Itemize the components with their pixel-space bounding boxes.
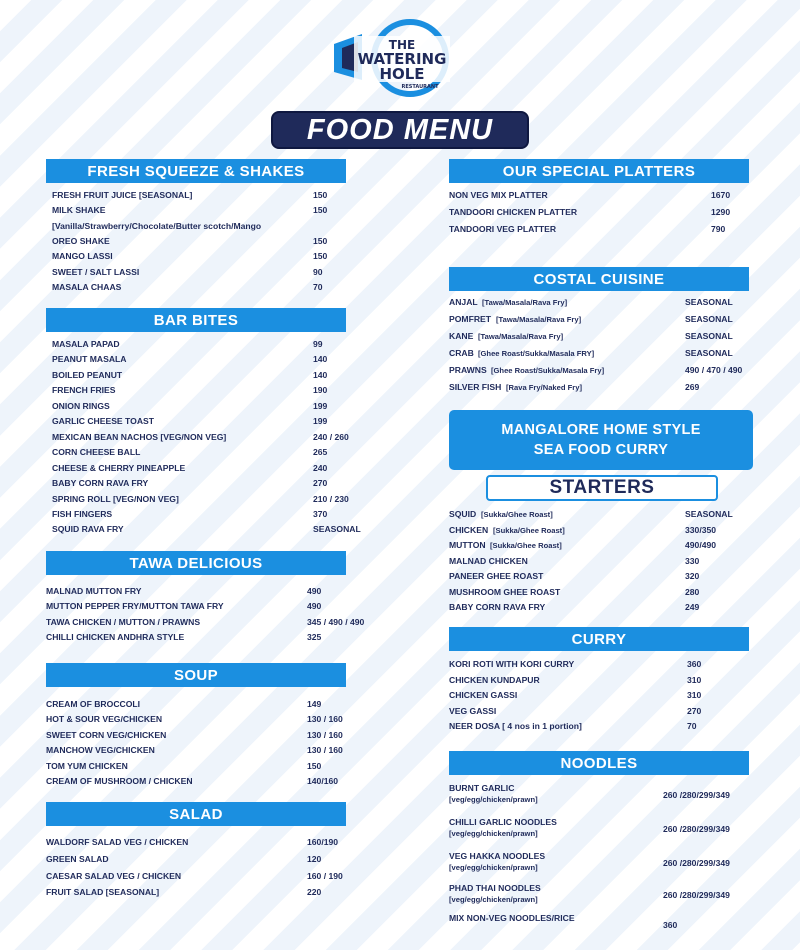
menu-item-price: 360: [687, 659, 702, 669]
menu-item: [449, 297, 749, 309]
menu-item-name: PEANUT MASALA: [52, 354, 127, 365]
menu-item-price: 1290: [711, 207, 731, 217]
page-title: FOOD MENU: [271, 111, 529, 149]
menu-item-price: 260 /280/299/349: [663, 824, 730, 834]
menu-item: [46, 854, 346, 866]
menu-item-name: CORN CHEESE BALL: [52, 447, 141, 458]
menu-item-name: OREO SHAKE: [52, 235, 110, 246]
menu-item-price: 130 / 160: [307, 745, 343, 756]
menu-item-detail: [Tawa/Masala/Rava Fry]: [496, 314, 582, 324]
section-header-costal-cuisine: COSTAL CUISINE: [449, 267, 749, 291]
menu-item-price: 280: [685, 586, 700, 597]
menu-item: [46, 730, 346, 742]
menu-item-name: CRAB: [449, 347, 474, 358]
menu-item-name: WALDORF SALAD VEG / CHICKEN: [46, 837, 189, 847]
menu-item-price: 130 / 160: [307, 729, 343, 740]
menu-item: [449, 556, 749, 568]
menu-item: [449, 207, 749, 219]
menu-item-price: 330: [685, 555, 700, 566]
menu-item: [449, 587, 749, 599]
menu-item-price: 265: [313, 447, 328, 458]
menu-item: [52, 385, 352, 397]
menu-item-price: 150: [313, 205, 328, 216]
menu-item-price: 160/190: [307, 837, 339, 847]
menu-item: [46, 745, 346, 757]
menu-item-price: 490: [307, 601, 322, 612]
menu-item-price: 199: [313, 400, 328, 411]
menu-item-name: CHEESE & CHERRY PINEAPPLE: [52, 462, 186, 473]
logo-text-restaurant: RESTAURANT: [401, 84, 439, 90]
menu-item: [52, 416, 352, 428]
menu-item-price: 99: [313, 339, 323, 349]
menu-item: [52, 205, 352, 217]
menu-item: [52, 401, 352, 413]
menu-item-name: CHICKEN KUNDAPUR: [449, 674, 540, 685]
menu-item-price: 70: [313, 281, 323, 292]
menu-item-detail: [Ghee Roast/Sukka/Masala FRY]: [478, 348, 595, 358]
menu-item: [46, 601, 346, 613]
menu-item-name: GARLIC CHEESE TOAST: [52, 416, 155, 427]
menu-item: [46, 837, 346, 849]
menu-item-name: SWEET CORN VEG/CHICKEN: [46, 729, 167, 740]
menu-item-price: 260 /280/299/349: [663, 858, 730, 868]
menu-item-price: 490 / 470 / 490: [685, 364, 743, 375]
menu-item: [449, 190, 749, 202]
section-header-noodles: NOODLES: [449, 751, 749, 775]
menu-item-name: CREAM OF MUSHROOM / CHICKEN: [46, 776, 193, 786]
menu-item-price: SEASONAL: [685, 297, 733, 307]
menu-item-price: 90: [313, 266, 323, 277]
menu-item: [52, 494, 352, 506]
menu-item-name: NEER DOSA [ 4 nos in 1 portion]: [449, 721, 582, 731]
menu-item: [52, 251, 352, 263]
menu-item-price: 330/350: [685, 524, 717, 535]
menu-item-price: SEASONAL: [685, 509, 733, 519]
menu-item-price: 199: [313, 416, 328, 427]
menu-item-name: CREAM OF BROCCOLI: [46, 699, 141, 709]
menu-item: [52, 370, 352, 382]
menu-item: [52, 339, 352, 351]
menu-item-name: MILK SHAKE: [52, 205, 106, 216]
menu-item-price: 249: [685, 602, 700, 612]
menu-item: [46, 776, 346, 788]
menu-item: [449, 314, 749, 326]
mangalore-line-1: MANGALORE HOME STYLE: [501, 422, 701, 438]
menu-item-name: TANDOORI VEG PLATTER: [449, 224, 557, 234]
menu-item-name: SWEET / SALT LASSI: [52, 266, 140, 277]
menu-item: [46, 632, 346, 644]
menu-item-price: 490/490: [685, 540, 717, 550]
menu-item-detail: [Sukka/Ghee Roast]: [490, 541, 562, 550]
menu-item: [449, 883, 749, 904]
menu-item-name: POMFRET: [449, 313, 492, 324]
menu-item: [46, 616, 365, 629]
menu-item-price: 240 / 260: [313, 431, 349, 442]
section-header-salad: SALAD: [46, 802, 346, 826]
restaurant-logo: [332, 18, 468, 98]
menu-item: [449, 817, 749, 838]
menu-item-price: 260 /280/299/349: [663, 790, 730, 800]
menu-item: [449, 331, 749, 343]
menu-item-name: VEG GASSI: [449, 705, 497, 716]
menu-item-name: KANE: [449, 330, 474, 341]
menu-item-name: SQUID RAVA FRY: [52, 524, 124, 535]
menu-item-price: 150: [313, 235, 328, 246]
menu-item: [449, 706, 749, 718]
menu-item-name: MUTTON PEPPER FRY/MUTTON TAWA FRY: [46, 601, 224, 612]
menu-item-name: MASALA PAPAD: [52, 339, 120, 349]
menu-item-name: SILVER FISH: [449, 381, 502, 392]
menu-item-name: NON VEG MIX PLATTER: [449, 190, 548, 200]
menu-item: [449, 348, 749, 360]
menu-item-price: 150: [307, 760, 322, 771]
menu-item-name: HOT & SOUR VEG/CHICKEN: [46, 714, 163, 725]
menu-item-name: FRESH FRUIT JUICE [SEASONAL]: [52, 190, 193, 200]
menu-item-name: PHAD THAI NOODLES: [449, 883, 541, 893]
menu-item-price: 490: [307, 586, 322, 596]
menu-item-name: SPRING ROLL [VEG/NON VEG]: [52, 493, 179, 504]
menu-item: [46, 761, 346, 773]
menu-item: [52, 524, 361, 536]
menu-item-price: SEASONAL: [685, 313, 733, 324]
menu-item: [52, 236, 352, 248]
menu-item-detail: [Tawa/Masala/Rava Fry]: [478, 331, 564, 341]
menu-item: [449, 525, 749, 537]
menu-item-name: MANCHOW VEG/CHICKEN: [46, 745, 155, 756]
menu-item-name: MUSHROOM GHEE ROAST: [449, 586, 561, 597]
menu-item: [46, 699, 346, 711]
menu-item-name: TANDOORI CHICKEN PLATTER: [449, 207, 578, 217]
menu-item-price: 310: [687, 690, 702, 700]
menu-item-price: 190: [313, 385, 328, 396]
menu-item: [449, 851, 749, 872]
menu-item-price: 140: [313, 354, 328, 365]
menu-item: [449, 540, 749, 552]
menu-item-name: MUTTON: [449, 540, 486, 550]
menu-item: [449, 721, 749, 733]
menu-item-name: FISH FINGERS: [52, 508, 113, 519]
menu-item-price: 160 / 190: [307, 870, 343, 881]
menu-item-name: BOILED PEANUT: [52, 369, 123, 380]
section-header-starters: STARTERS: [486, 475, 718, 501]
menu-item-price: 210 / 230: [313, 493, 349, 504]
menu-item: [52, 221, 352, 233]
section-header-mangalore: [449, 410, 753, 470]
menu-item-name: BURNT GARLIC: [449, 783, 515, 793]
menu-item-price: 130 / 160: [307, 714, 343, 725]
menu-item: [52, 190, 352, 202]
menu-item-name: BABY CORN RAVA FRY: [449, 602, 546, 612]
menu-item-price: 370: [313, 508, 328, 519]
menu-item-name: CAESAR SALAD VEG / CHICKEN: [46, 870, 182, 881]
menu-item-name: KORI ROTI WITH KORI CURRY: [449, 659, 575, 669]
menu-item-detail: [Rava Fry/Naked Fry]: [506, 382, 582, 392]
logo-text-hole: HOLE: [379, 65, 425, 83]
menu-item-name: MALNAD CHICKEN: [449, 555, 528, 566]
menu-item: [449, 509, 749, 521]
menu-item: [449, 571, 749, 583]
menu-item-name: BABY CORN RAVA FRY: [52, 478, 149, 489]
mangalore-line-2: SEA FOOD CURRY: [533, 442, 669, 458]
menu-item-price: 240: [313, 462, 328, 473]
menu-item-name: MALNAD MUTTON FRY: [46, 586, 142, 596]
menu-item-name: SQUID: [449, 509, 477, 519]
menu-item-price: 320: [685, 571, 700, 581]
menu-item-detail: [Tawa/Masala/Rava Fry]: [482, 298, 568, 307]
menu-item: [52, 282, 352, 294]
menu-item-detail: [veg/egg/chicken/prawn]: [449, 829, 538, 838]
menu-item: [449, 365, 749, 377]
menu-item-price: 310: [687, 674, 702, 685]
menu-item-name: CHICKEN: [449, 524, 489, 535]
menu-item-price: 269: [685, 381, 700, 392]
menu-item-price: 270: [313, 478, 328, 489]
menu-item: [449, 382, 749, 394]
menu-item-price: 260 /280/299/349: [663, 890, 730, 900]
menu-item-name: PANEER GHEE ROAST: [449, 571, 544, 581]
section-header-curry: CURRY: [449, 627, 749, 651]
menu-item-price: SEASONAL: [685, 347, 733, 358]
menu-item-price: 120: [307, 853, 322, 864]
menu-item-name: PRAWNS: [449, 364, 487, 375]
menu-item: [46, 586, 346, 598]
menu-item-price: 1670: [711, 190, 731, 200]
menu-item-price: SEASONAL: [685, 330, 733, 341]
logo-emblem-icon: [332, 18, 468, 98]
menu-item-detail: [Ghee Roast/Sukka/Masala Fry]: [491, 365, 605, 375]
section-header-tawa-delicious: TAWA DELICIOUS: [46, 551, 346, 575]
menu-item: [52, 267, 352, 279]
menu-item-name: TOM YUM CHICKEN: [46, 760, 128, 771]
menu-item: [52, 478, 352, 490]
menu-item-price: 150: [313, 190, 328, 200]
menu-item-name: MANGO LASSI: [52, 251, 113, 262]
section-header-special-platters: OUR SPECIAL PLATTERS: [449, 159, 749, 183]
menu-item: [449, 659, 749, 671]
menu-item: [449, 913, 749, 930]
menu-item-name: FRENCH FRIES: [52, 385, 116, 396]
menu-item-price: 325: [307, 632, 322, 643]
menu-item-name: MIX NON-VEG NOODLES/RICE: [449, 913, 575, 923]
section-header-soup: SOUP: [46, 663, 346, 687]
menu-item-price: 70: [687, 721, 697, 731]
menu-item: [52, 447, 352, 459]
menu-item-detail: [Sukka/Ghee Roast]: [481, 510, 553, 519]
menu-item-name: MEXICAN BEAN NACHOS [VEG/NON VEG]: [52, 431, 227, 442]
menu-item-price: 149: [307, 699, 322, 709]
menu-item-price: 140: [313, 369, 328, 380]
menu-item-price: SEASONAL: [313, 524, 361, 535]
menu-item-price: 220: [307, 887, 322, 898]
menu-item-price: 360: [663, 920, 678, 930]
menu-item-name: VEG HAKKA NOODLES: [449, 851, 546, 861]
menu-item-detail: [veg/egg/chicken/prawn]: [449, 863, 538, 872]
menu-item: [52, 509, 352, 521]
menu-item-price: 140/160: [307, 776, 339, 786]
menu-item-price: 150: [313, 251, 328, 262]
menu-item: [46, 871, 346, 883]
menu-item-price: 270: [687, 705, 702, 716]
section-header-fresh-squeeze: FRESH SQUEEZE & SHAKES: [46, 159, 346, 183]
logo-text-the: THE: [388, 38, 416, 52]
menu-item-name: CHILLI CHICKEN ANDHRA STYLE: [46, 632, 185, 643]
menu-item-detail: [Sukka/Ghee Roast]: [493, 525, 565, 535]
menu-item-name: MASALA CHAAS: [52, 281, 122, 292]
menu-item: [449, 224, 749, 236]
menu-item-detail: [veg/egg/chicken/prawn]: [449, 795, 538, 804]
menu-item: [449, 675, 749, 687]
menu-item-name: ONION RINGS: [52, 400, 110, 411]
menu-item-name: ANJAL: [449, 297, 478, 307]
menu-item-name: CHICKEN GASSI: [449, 690, 518, 700]
menu-item-name: CHILLI GARLIC NOODLES: [449, 817, 557, 827]
logo-text-watering: WATERING: [357, 50, 447, 68]
menu-item-price: 790: [711, 224, 726, 234]
menu-item-name: FRUIT SALAD [SEASONAL]: [46, 887, 160, 898]
menu-item-name: [Vanilla/Strawberry/Chocolate/Butter scotch/Mango: [52, 220, 262, 231]
menu-item: [52, 463, 352, 475]
section-header-bar-bites: BAR BITES: [46, 308, 346, 332]
menu-item: [449, 690, 749, 702]
menu-item-detail: [veg/egg/chicken/prawn]: [449, 895, 538, 904]
menu-item-name: GREEN SALAD: [46, 853, 109, 864]
menu-item: [46, 887, 346, 899]
menu-item: [449, 602, 749, 614]
menu-item: [52, 354, 352, 366]
menu-item: [52, 432, 352, 444]
menu-item-name: TAWA CHICKEN / MUTTON / PRAWNS: [46, 616, 201, 627]
menu-item: [46, 714, 346, 726]
menu-item: [449, 783, 749, 804]
menu-item-price: 345 / 490 / 490: [307, 616, 365, 627]
